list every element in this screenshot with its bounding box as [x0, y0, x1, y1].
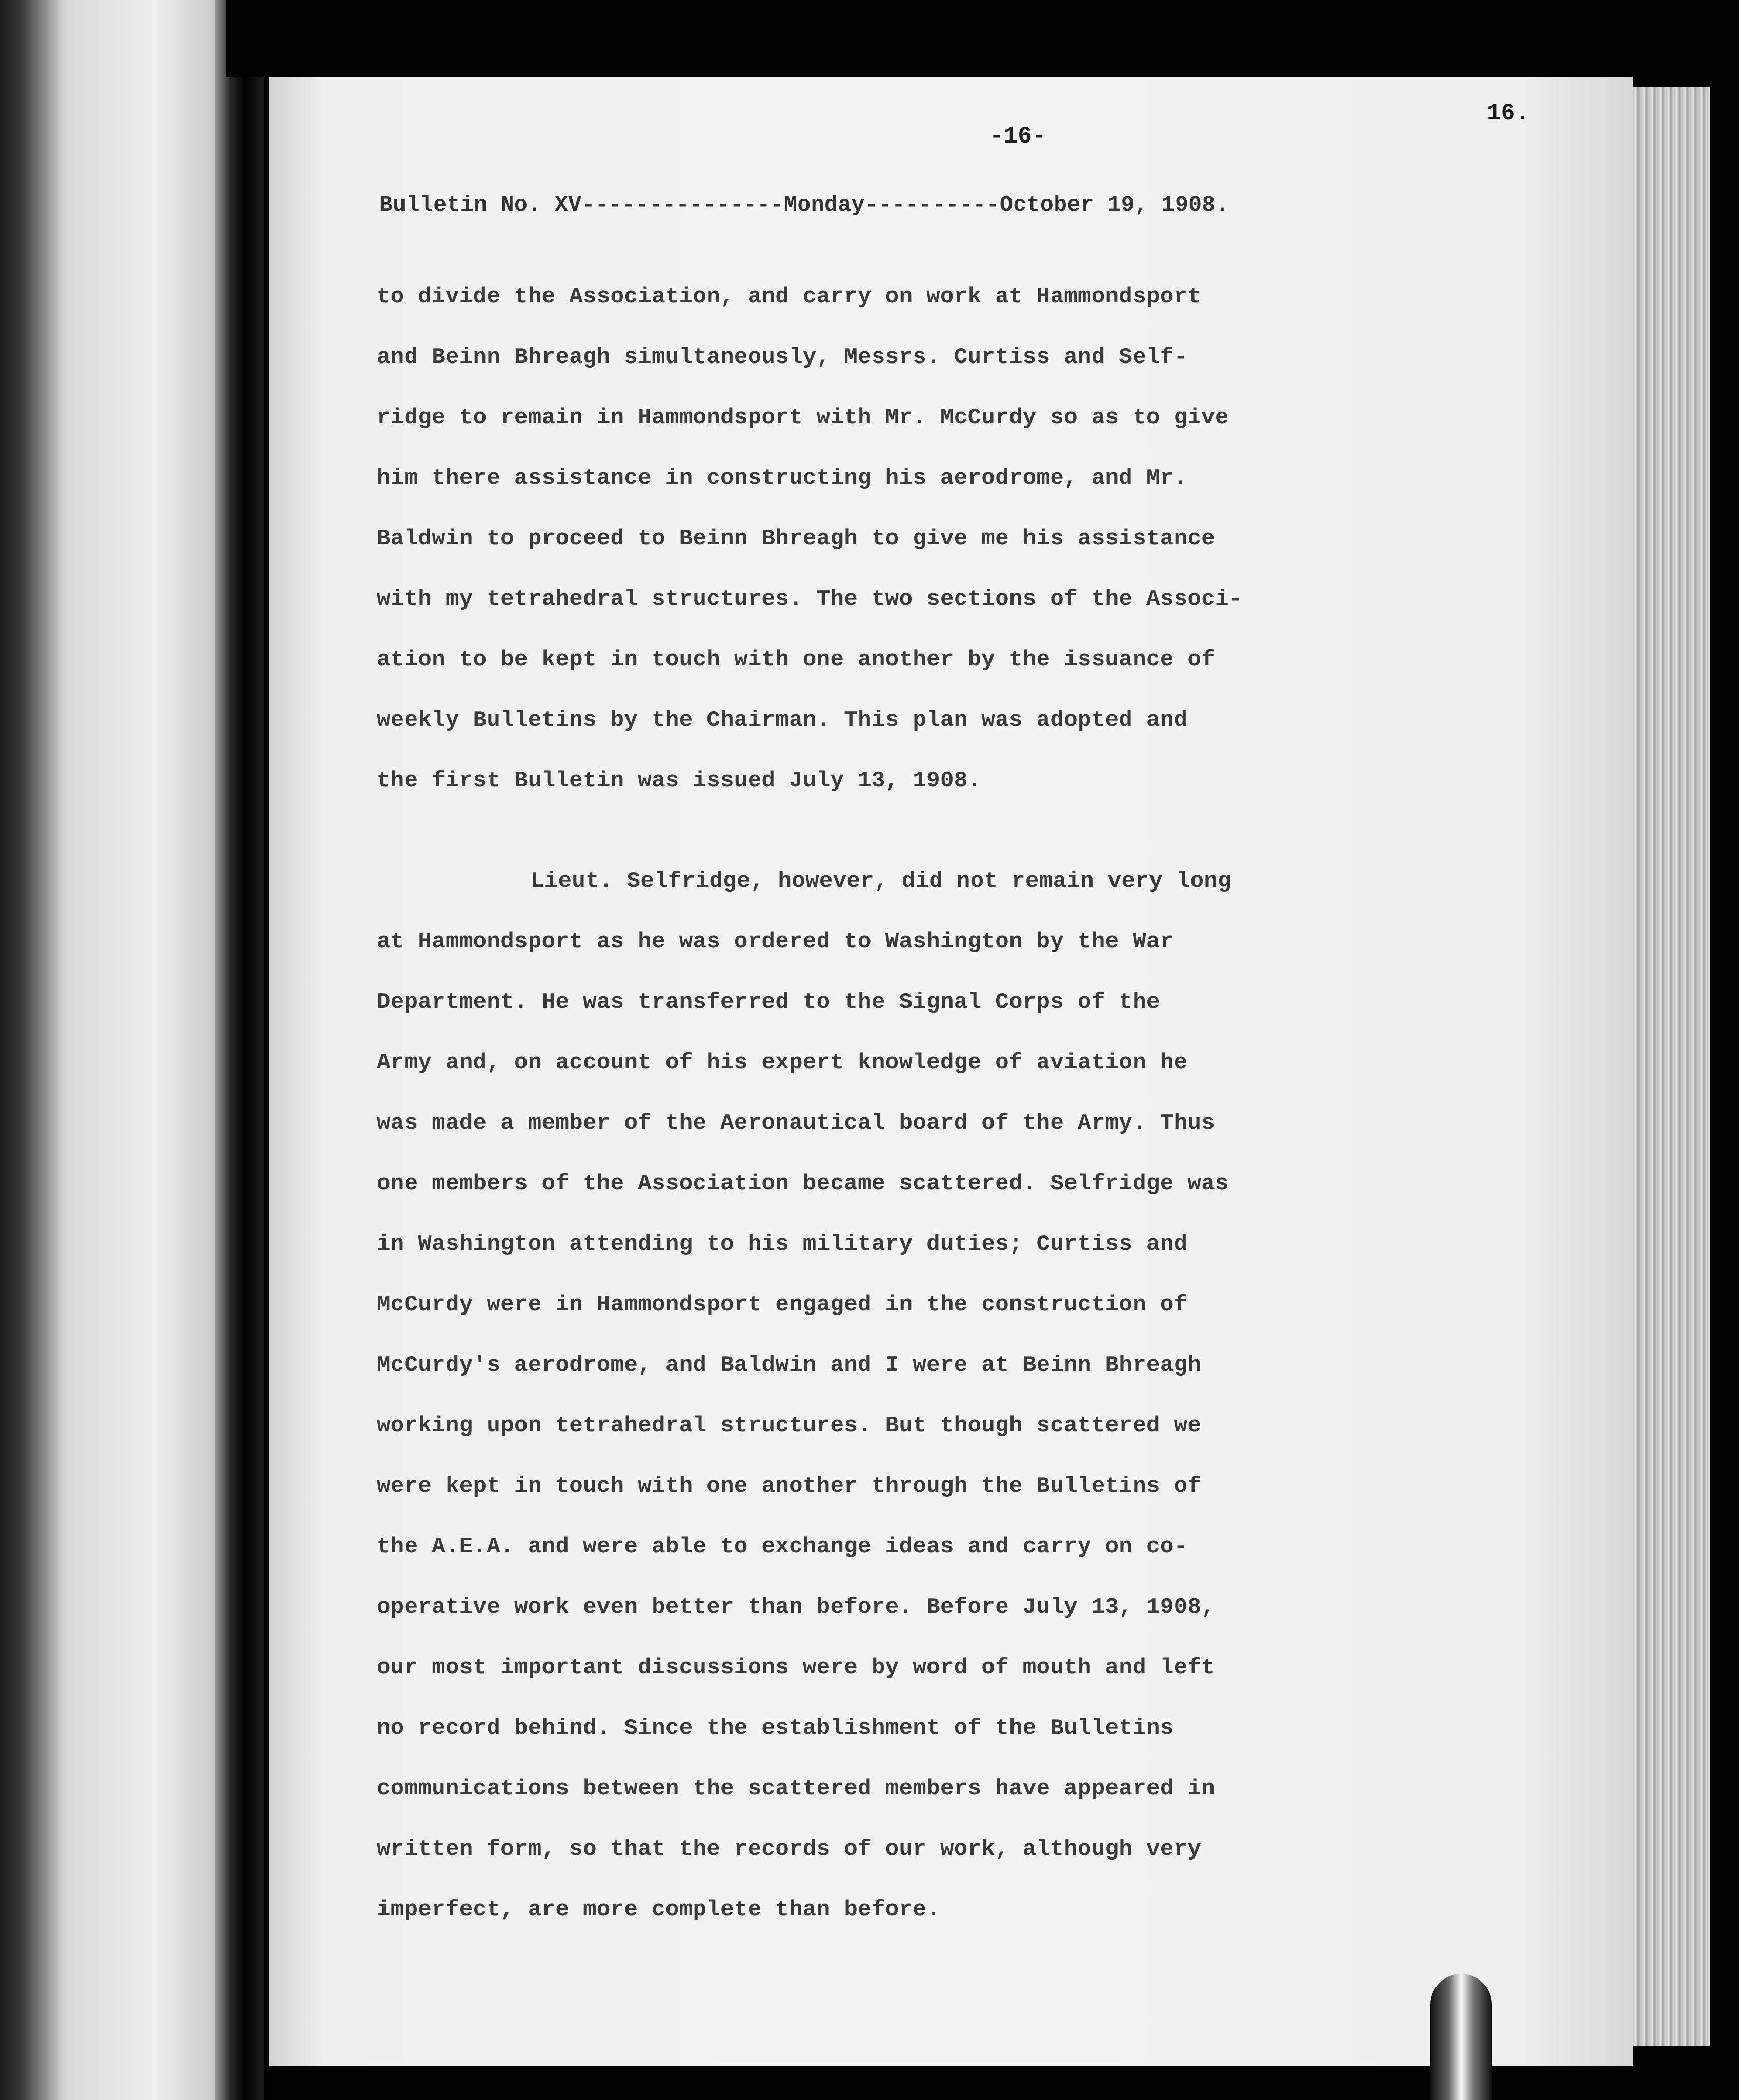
text-line: no record behind. Since the establishment of the Bulletins [377, 1715, 1174, 1741]
text-line: ridge to remain in Hammondsport with Mr. McCurdy so as to give [377, 405, 1229, 431]
text-line: imperfect, are more complete than before. [377, 1897, 940, 1923]
text-line: Army and, on account of his expert knowledge of aviation he [377, 1050, 1188, 1076]
text-line: and Beinn Bhreagh simultaneously, Messrs. Curtiss and Self- [377, 345, 1188, 370]
text-line: Baldwin to proceed to Beinn Bhreagh to give me his assistance [377, 526, 1216, 552]
text-line: in Washington attending to his military duties; Curtiss and [377, 1231, 1188, 1257]
text-line: McCurdy were in Hammondsport engaged in the construction of [377, 1292, 1188, 1318]
left-page-strip [0, 0, 220, 2100]
book-spine-shadow [215, 0, 264, 2100]
text-line: him there assistance in constructing his aerodrome, and Mr. [377, 466, 1188, 491]
text-line: written form, so that the records of our work, although very [377, 1836, 1202, 1862]
top-background [226, 0, 1738, 77]
text-line: the first Bulletin was issued July 13, 1908. [377, 768, 982, 794]
page-number: 16. [1487, 100, 1529, 127]
text-line: at Hammondsport as he was ordered to Washington by the War [377, 929, 1174, 955]
text-line: our most important discussions were by word of mouth and left [377, 1655, 1216, 1681]
text-line: ation to be kept in touch with one another by the issuance of [377, 647, 1216, 673]
text-line: operative work even better than before. Before July 13, 1908, [377, 1594, 1216, 1620]
text-line: communications between the scattered members have appeared in [377, 1776, 1216, 1802]
text-line: Department. He was transferred to the Signal Corps of the [377, 990, 1160, 1015]
text-line: McCurdy's aerodrome, and Baldwin and I were at Beinn Bhreagh [377, 1352, 1202, 1378]
text-line: were kept in touch with one another through the Bulletins of [377, 1473, 1202, 1499]
stacked-page-edges [1633, 87, 1710, 2046]
center-page-number: -16- [989, 123, 1046, 150]
text-line: the A.E.A. and were able to exchange ideas and carry on co- [377, 1534, 1188, 1560]
paragraph-1 [377, 267, 1566, 811]
text-line: with my tetrahedral structures. The two sections of the Associ- [377, 587, 1243, 612]
text-line: was made a member of the Aeronautical board of the Army. Thus [377, 1110, 1216, 1136]
text-line: weekly Bulletins by the Chairman. This plan was adopted and [377, 708, 1188, 733]
text-line: to divide the Association, and carry on work at Hammondsport [377, 284, 1202, 310]
text-line: working upon tetrahedral structures. But though scattered we [377, 1413, 1202, 1439]
text-line: one members of the Association became scattered. Selfridge was [377, 1171, 1229, 1197]
bulletin-header: Bulletin No. XV---------------Monday----------October 19, 1908. [379, 192, 1229, 217]
text-line: Lieut. Selfridge, however, did not remain very long [531, 869, 1232, 894]
paragraph-2 [377, 851, 1566, 1940]
pen-tip [1430, 1974, 1492, 2100]
